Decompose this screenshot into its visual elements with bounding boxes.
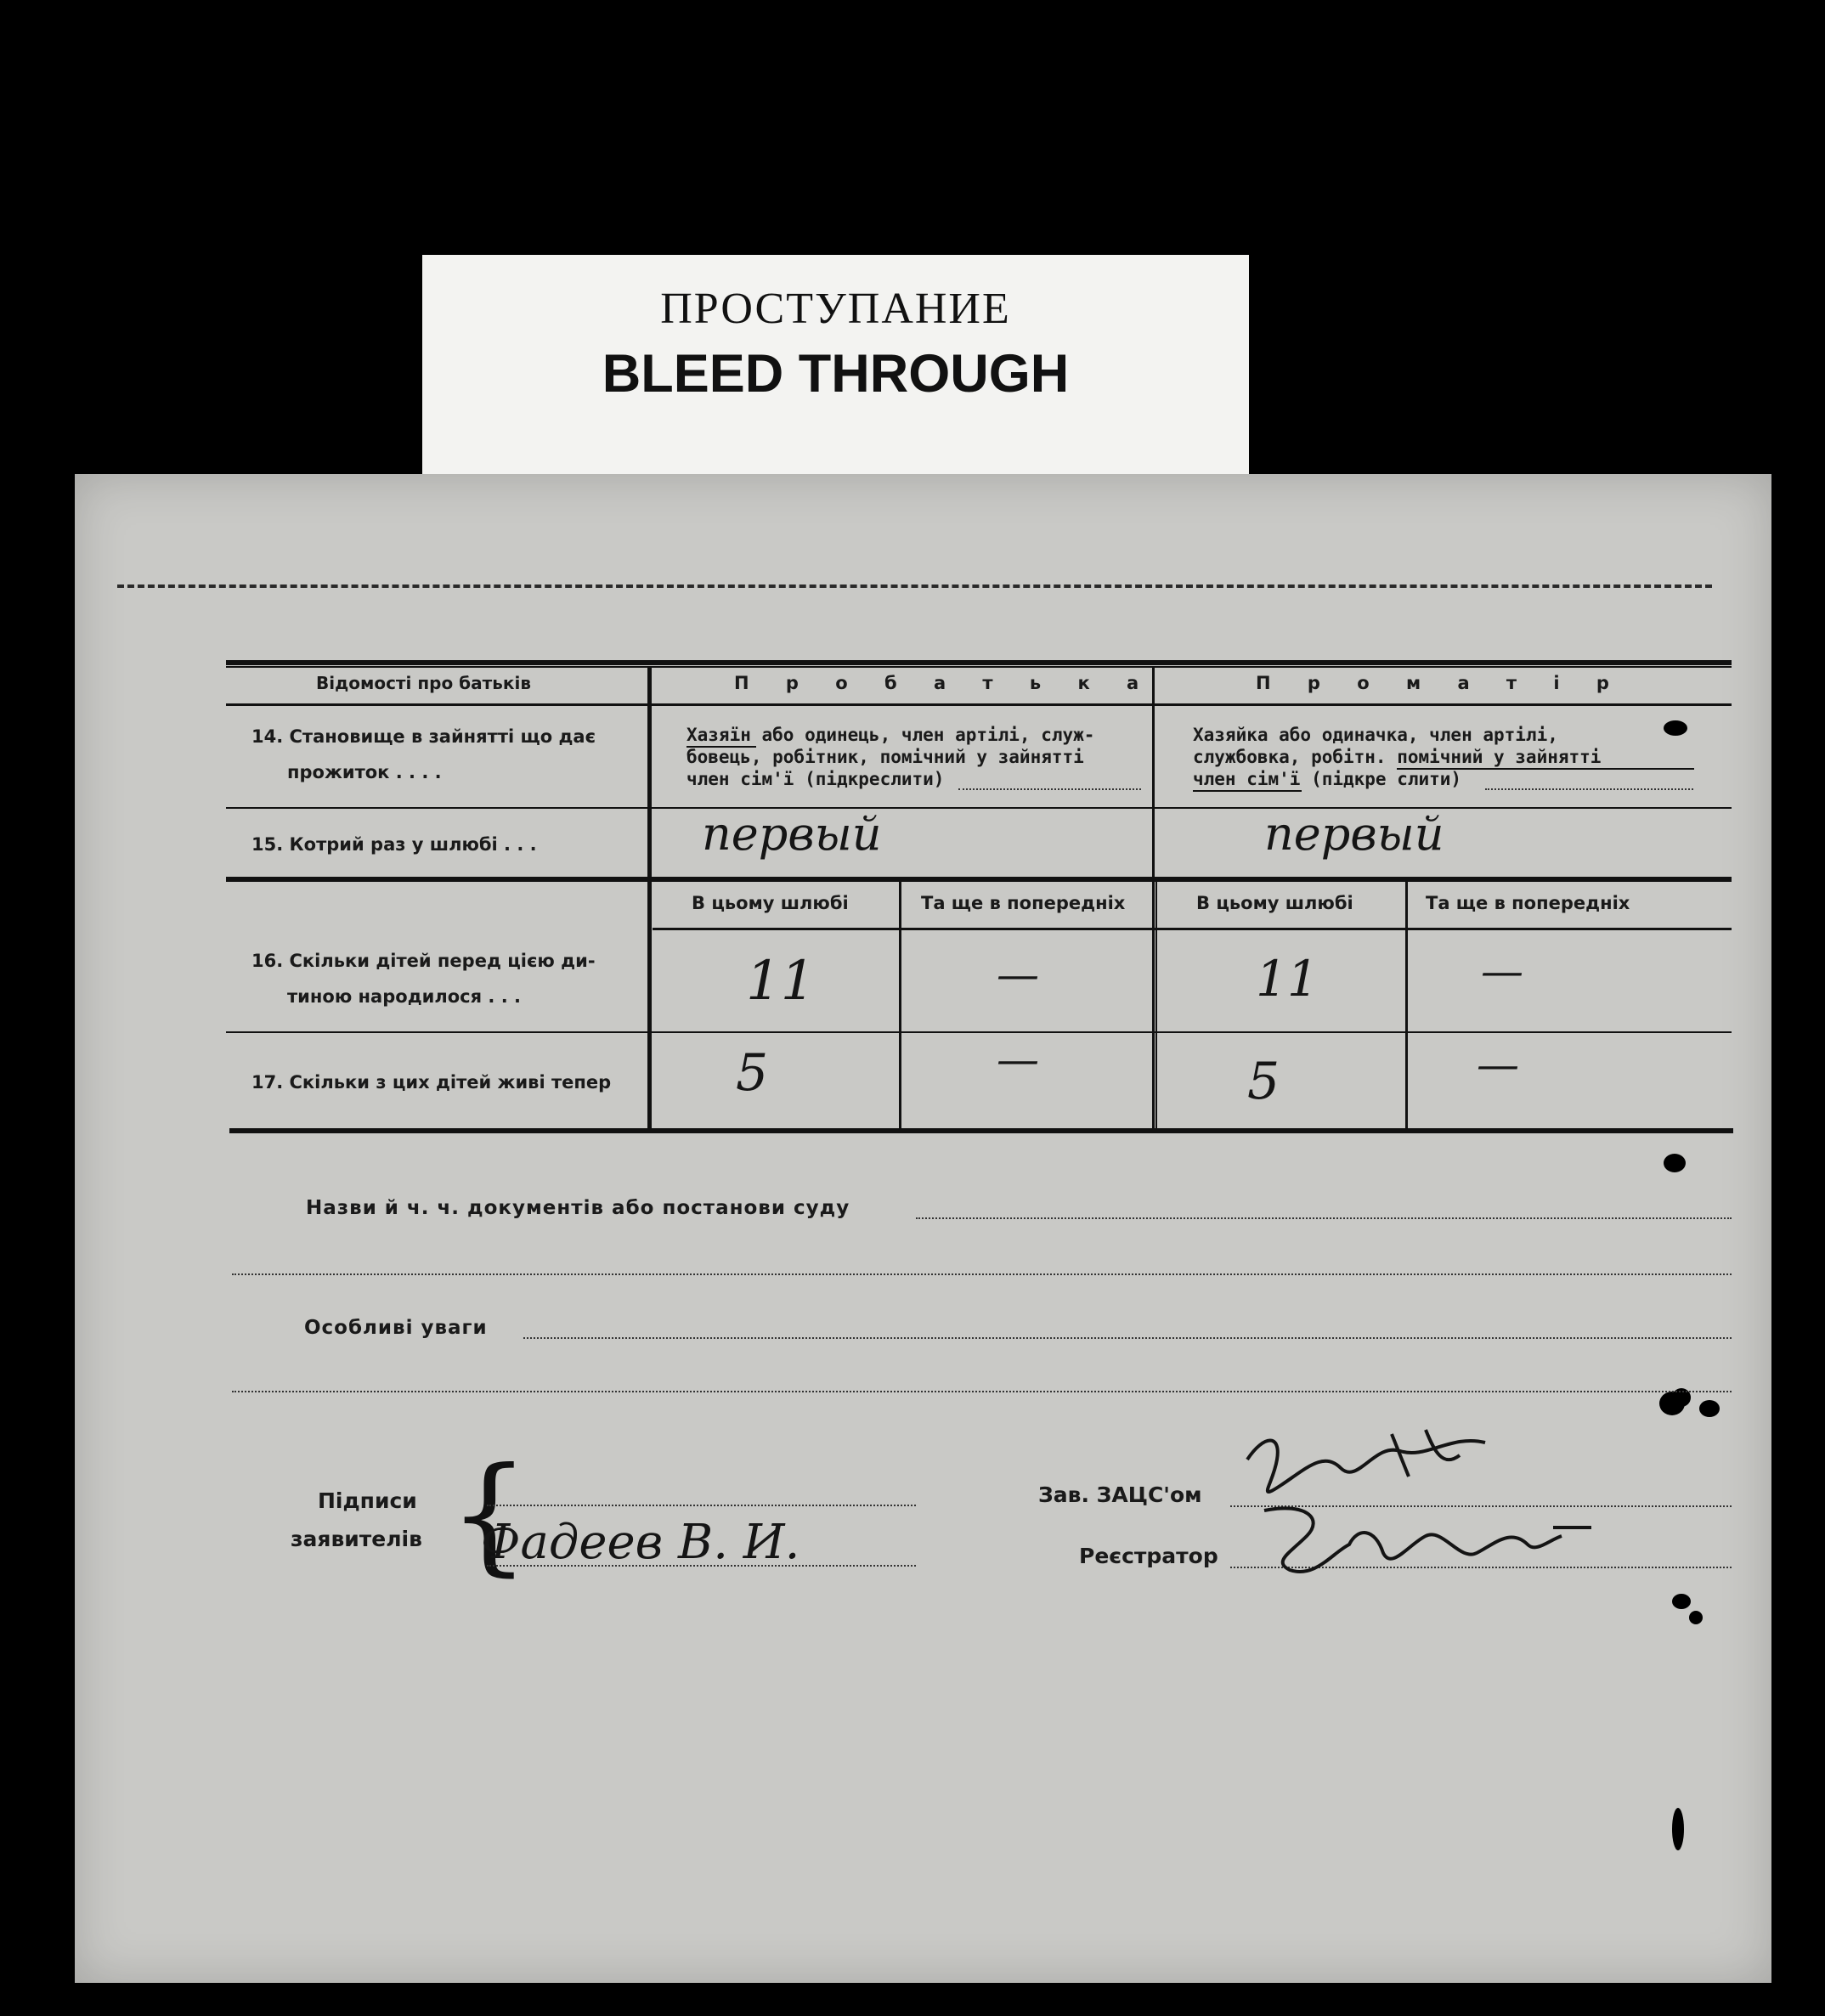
- row16-mother-this: 11: [1256, 950, 1319, 1008]
- documents-line-2: [232, 1273, 1732, 1275]
- row15-mother-value: первый: [1264, 807, 1444, 861]
- column-divider-parents: [1152, 666, 1155, 1130]
- subheader-father-this: В цьому шлюбі: [692, 893, 849, 913]
- tear-mark-icon: [1672, 1808, 1684, 1850]
- row16-father-this: 11: [746, 950, 816, 1013]
- row14-mother-fill: [1485, 788, 1693, 790]
- underline-mother-helper: [1397, 768, 1694, 770]
- row17-father-this: 5: [736, 1043, 769, 1103]
- row14-mother-line3: член сім'ї (підкре слити): [1193, 769, 1462, 789]
- applicant-signature: Фадеев В. И.: [481, 1515, 800, 1570]
- row14-label-line2: прожиток . . . .: [287, 762, 442, 782]
- underline-father-owner: [686, 746, 756, 748]
- row16-rule: [226, 1031, 1732, 1033]
- underline-mother-family: [1193, 790, 1302, 792]
- column-divider-father-prev: [899, 878, 901, 1130]
- row14-father-fill: [958, 788, 1141, 790]
- column-divider-mother-prev: [1405, 878, 1408, 1130]
- row17-mother-prev: —: [1477, 1040, 1519, 1089]
- notice-title-ru: ПРОСТУПАНИЕ: [660, 285, 1011, 333]
- remarks-line: [523, 1337, 1732, 1339]
- subheader-rule: [653, 928, 1732, 930]
- applicants-label-line2: заявителів: [291, 1527, 422, 1551]
- row14-label-line1: 14. Становище в зайнятті що дає: [251, 726, 596, 747]
- tear-mark-icon: [1664, 1154, 1686, 1172]
- row17-label: 17. Скільки з цих дітей живі тепер: [251, 1072, 612, 1093]
- table-top-rule: [226, 660, 1732, 665]
- header-father: П р о б а т ь к а: [734, 673, 1155, 693]
- row15-label: 15. Котрий раз у шлюбі . . .: [251, 834, 537, 855]
- row16-mother-prev: —: [1481, 946, 1523, 996]
- tear-mark-icon: [1672, 1594, 1691, 1609]
- document-sheet: [75, 474, 1771, 1983]
- remarks-line-2: [232, 1391, 1732, 1392]
- applicant-line-1: [487, 1505, 916, 1506]
- documents-line: [916, 1217, 1732, 1219]
- row16-label-line1: 16. Скільки дітей перед цією ди-: [251, 951, 596, 971]
- tear-mark-icon: [1664, 720, 1687, 736]
- registrar-label: Реєстратор: [1079, 1544, 1218, 1568]
- notice-title-en: BLEED THROUGH: [602, 344, 1070, 404]
- table-top-rule-2: [226, 666, 1732, 668]
- row14-father-line2: бовець, робітник, помічний у зайнятті: [686, 747, 1084, 767]
- table-bottom-rule: [229, 1128, 1733, 1133]
- subheader-mother-this: В цьому шлюбі: [1196, 893, 1353, 913]
- applicants-brace: {: [449, 1441, 530, 1589]
- row17-mother-this: 5: [1247, 1052, 1280, 1111]
- row14-mother-line1: Хазяйка або одиначка, член артілі,: [1193, 725, 1558, 745]
- row15-rule: [226, 877, 1732, 882]
- bleed-through-notice: [422, 255, 1249, 474]
- header-label: Відомості про батьків: [316, 673, 531, 693]
- row14-mother-line2: службовка, робітн. помічний у зайнятті: [1193, 747, 1602, 767]
- tear-mark-icon: [1689, 1611, 1703, 1624]
- row14-rule: [226, 807, 1732, 809]
- header-mother: П р о м а т і р: [1256, 673, 1624, 693]
- registrar-signature-icon: [1256, 1494, 1596, 1587]
- subheader-father-prev: Та ще в попередніх: [921, 893, 1126, 913]
- column-divider-mother: [1155, 878, 1157, 1130]
- documents-label: Назви й ч. ч. документів або постанови суду: [306, 1197, 850, 1219]
- perforation-line: [117, 584, 1712, 588]
- row16-label-line2: тиною народилося . . .: [287, 986, 521, 1007]
- tear-mark-icon: [1699, 1400, 1720, 1417]
- subheader-mother-prev: Та ще в попередніх: [1426, 893, 1630, 913]
- column-divider-label: [647, 666, 652, 1130]
- row14-father-line3: член сім'ї (підкреслити): [686, 769, 945, 789]
- applicants-label-line1: Підписи: [318, 1488, 417, 1513]
- head-label: Зав. ЗАЦС'ом: [1038, 1482, 1202, 1507]
- row14-father-line1: Хазяїн або одинець, член артілі, служ-: [686, 725, 1095, 745]
- row15-father-value: первый: [702, 807, 882, 861]
- header-rule: [226, 703, 1732, 706]
- row16-father-prev: —: [997, 950, 1039, 999]
- remarks-label: Особливі уваги: [304, 1317, 488, 1339]
- row17-father-prev: —: [997, 1035, 1039, 1084]
